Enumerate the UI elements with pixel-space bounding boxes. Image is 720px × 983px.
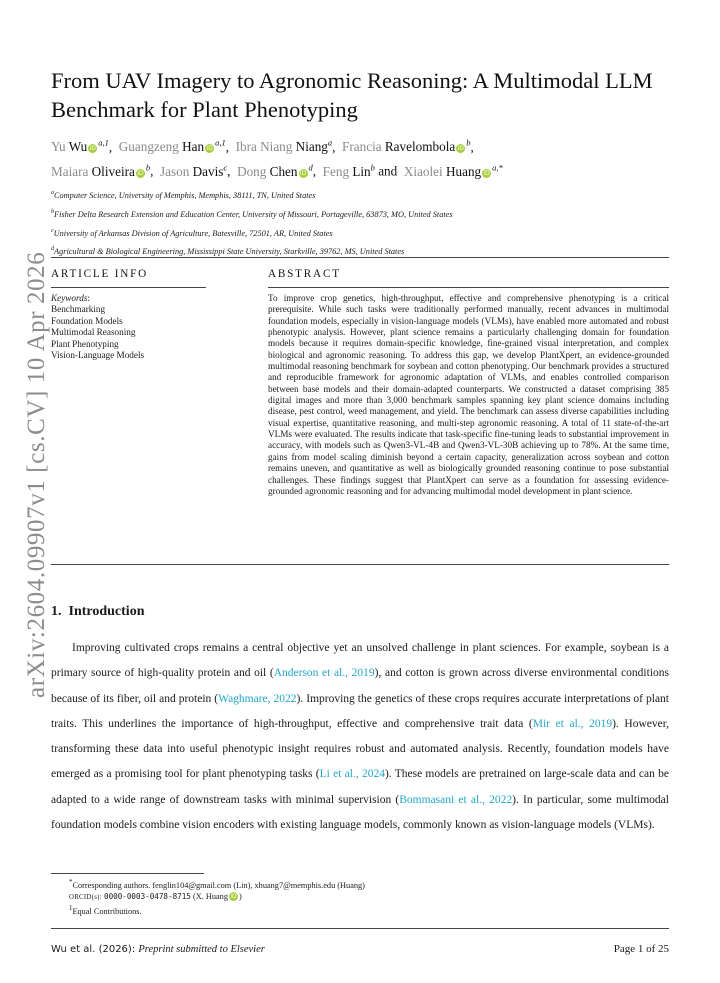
intro-text: ), and cotton is grown across diverse environmental conditions because of its fiber, oil and protein (	[51, 667, 669, 705]
intro-text: ). Improving the genetics of these crops requires accurate interpretations of plant traits. This underlines the importance of high-throughput, effective and comprehensive trait data (	[51, 692, 670, 730]
author-last-name: Huang	[445, 163, 482, 179]
orcid-icon[interactable]: iD	[206, 145, 213, 153]
orcid-icon[interactable]: iD	[230, 892, 237, 900]
section-heading	[51, 604, 144, 620]
orcid-label: ORCID(s):	[69, 893, 102, 901]
author-first-name: Jason	[160, 163, 193, 179]
page-number: Page 1 of 25	[613, 943, 669, 955]
arxiv-stamp	[23, 251, 51, 698]
intro-text: ). In particular, some multimodal foundation models combine vision encoders with existing language models, commonly known as vision-language models (VLMs).	[51, 793, 669, 832]
keywords-block: Keywords: Benchmarking Foundation Models Multimodal Reasoning Plant Phenotyping Vision-Language Models	[51, 293, 211, 361]
citation-link[interactable]: Bommasani et al., 2022	[399, 793, 513, 806]
author-last-name: Oliveira	[91, 163, 135, 179]
intro-text: ). These models are pretrained on large-scale data and can be adapted to a wide range of downstream tasks with minimal supervision (	[51, 768, 670, 806]
author-affiliation-mark: a,*	[492, 162, 503, 173]
author-last-name: Han	[182, 139, 205, 155]
author-affiliation-mark: d	[308, 162, 313, 173]
footnotes	[69, 877, 669, 917]
affiliation-list	[51, 185, 681, 260]
orcid-icon[interactable]: iD	[483, 169, 490, 177]
orcid-id: 0000-0003-0478-8715	[104, 891, 191, 901]
footnote-corresponding: *Corresponding authors. fenglin104@gmail.com (Lin), xhuang7@memphis.edu (Huang)	[69, 879, 365, 890]
author	[119, 139, 226, 154]
author-first-name: Maiara	[51, 163, 92, 179]
author-last-name: Davis	[192, 163, 224, 179]
orcid-icon[interactable]: iD	[137, 169, 144, 177]
article-info-heading: ARTICLE INFO	[51, 268, 149, 280]
keywords-list	[51, 304, 211, 361]
keyword: Benchmarking	[51, 304, 106, 315]
orcid-icon[interactable]: iD	[457, 145, 464, 153]
author-list: Yu Wu iD$^{a,1}$, Guangzeng Han iD$^{a,1}$, Ibra Niang Niang$^a$, Francia Ravelombola $iD^b$, Maiara Oliveira $iD^b$, Jason Davis$^c$, Dong Chen $iD^d$, Feng Lin$^b$ and Xiaolei Huang $iD^{a,*}$	[51, 138, 503, 179]
abstract-bottom-divider	[51, 564, 669, 565]
footer-left	[51, 944, 265, 955]
author	[404, 164, 503, 179]
author-first-name: Guangzeng	[118, 139, 183, 155]
citation-link[interactable]: Anderson et al., 2019	[273, 667, 375, 680]
author-first-name: Francia	[342, 139, 385, 155]
affiliation: $^c$University of Arkansas Division of Agriculture, Batesville, 72501, AR, United States	[51, 227, 333, 238]
author-first-name: Dong	[237, 163, 270, 179]
footer-authors: Wu et al. (2026):	[51, 944, 136, 955]
author	[323, 164, 375, 179]
author-last-name: Chen	[269, 163, 298, 179]
section-title: Introduction	[68, 604, 145, 619]
author	[51, 164, 150, 179]
author-affiliation-mark: b	[145, 162, 151, 173]
keywords-label: Keywords	[51, 293, 88, 303]
author	[236, 139, 333, 154]
author-first-name: Feng	[322, 163, 353, 179]
keyword: Vision-Language Models	[51, 350, 145, 361]
orcid-owner: (X. Huang	[192, 891, 228, 901]
footnote-equal: $^1$Equal Contributions.	[69, 905, 142, 916]
author-first-name: Ibra Niang	[235, 139, 296, 155]
affiliation: $^b$Fisher Delta Research Extension and Education Center, University of Missouri, Portageville, 63873, MO, United States	[51, 208, 453, 219]
author-last-name: Niang	[295, 139, 328, 155]
author-affiliation-mark: b	[370, 162, 375, 173]
header-divider	[51, 257, 669, 258]
author-last-name: Ravelombola	[384, 139, 456, 155]
citation-link[interactable]: Waghmare, 2022	[218, 692, 297, 705]
keyword: Multimodal Reasoning	[51, 327, 136, 338]
keyword: Foundation Models	[51, 315, 123, 326]
author	[51, 139, 109, 154]
abstract-heading: ABSTRACT	[268, 268, 341, 280]
arxiv-stamp-text: arXiv:2604.09907v1 [cs.CV] 10 Apr 2026	[23, 251, 50, 698]
abstract-underline	[268, 287, 669, 288]
author-first-name: Yu	[51, 139, 69, 155]
author	[160, 164, 227, 179]
footnote-divider	[51, 873, 204, 874]
author-first-name: Xiaolei	[403, 163, 446, 179]
author-last-name: Wu	[68, 139, 88, 155]
citation-link[interactable]: Li et al., 2024	[319, 768, 385, 781]
orcid-icon[interactable]: iD	[89, 145, 96, 153]
intro-text: ). However, transforming these data into useful phenotypic insight requires robust and automated analysis. Recently, foundation models have emerged as a promising tool for plant phenotyping tasks (	[51, 717, 669, 781]
author-last-name: Lin	[352, 163, 371, 179]
author-affiliation-mark: b	[466, 138, 471, 148]
orcid-icon[interactable]: iD	[299, 169, 307, 177]
article-info-underline	[51, 287, 206, 288]
footer-divider	[51, 928, 669, 929]
abstract-text: To improve crop genetics, high-throughput, effective and comprehensive phenotyping is a critical prerequisite. While such tasks were traditionally performed manually, recent advances in multimodal foundation models, especially in vision-language models (VLMs), have enabled more automated and robust phenotypic analysis. However, plant science remains a particularly challenging domain for foundation models because it requires domain-specific knowledge, fine-grained visual interpretation, and complex biological and agronomic reasoning. To address this gap, we develop PlantXpert, an evidence-grounded multimodal reasoning benchmark for soybean and cotton phenotyping. Our benchmark provides a structured and reproducible framework for agronomic adaptation of VLMs, and enables controlled comparison between base models and their domain-adapted counterparts. We constructed a dataset comprising 385 digital images and more than 3,000 benchmark samples spanning key plant science domains including disease, pest control, weed management, and yield. The benchmark can assess diverse capabilities including visual expertise, quantitative reasoning, and multi-step agronomic reasoning. A total of 11 state-of-the-art VLMs were evaluated. The results indicate that task-specific fine-tuning leads to substantial improvement in accuracy, with models such as Qwen3-VL-4B and Qwen3-VL-30B achieving up to 78%. At the same time, gains from model scaling diminish beyond a certain capacity, generalization across soybean and cotton remains uneven, and quantitative as well as biologically grounded reasoning continue to pose substantial challenges. These findings suggest that PlantXpert can serve as a foundation for assessing evidence-grounded agronomic reasoning and for advancing multimodal model development in plant science.	[268, 293, 669, 496]
affiliation: $^d$Agricultural & Biological Engineering, Mississippi State University, Starkville, 39762, MS, United States	[51, 246, 405, 257]
intro-text: Improving cultivated crops remains a central objective yet an unsolved challenge in plant sciences. For example, soybean is a primary source of high-quality protein and oil (	[51, 642, 669, 680]
affiliation: $^a$Computer Science, University of Memphis, Memphis, 38111, TN, United States	[51, 190, 316, 200]
author-affiliation-mark: c	[223, 162, 228, 173]
author	[342, 139, 470, 154]
author	[237, 164, 313, 179]
footnote-orcid: ORCID(s): 0000-0003-0478-8715 (X. Huang iD )	[69, 891, 242, 901]
author-affiliation-mark: a,1	[98, 138, 109, 148]
keyword: Plant Phenotyping	[51, 338, 119, 349]
intro-paragraph	[51, 636, 669, 838]
author-affiliation-mark: a,1	[215, 138, 226, 148]
section-number: 1.	[51, 604, 62, 619]
paper-title: From UAV Imagery to Agronomic Reasoning: A Multimodal LLM Benchmark for Plant Phenotyping	[51, 68, 653, 122]
author-affiliation-mark: a	[327, 138, 333, 148]
footer-status: Preprint submitted to Elsevier	[138, 944, 265, 955]
citation-link[interactable]: Mir et al., 2019	[532, 717, 613, 730]
